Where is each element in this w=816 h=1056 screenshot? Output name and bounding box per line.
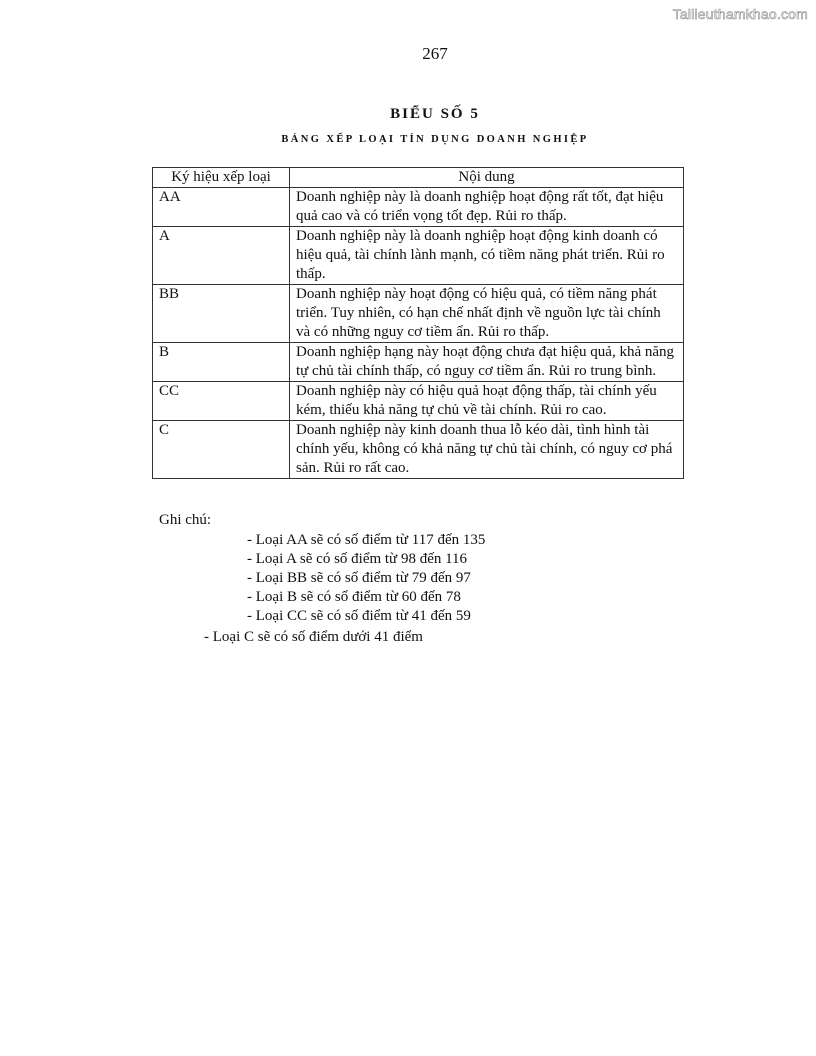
rating-description: Doanh nghiệp này là doanh nghiệp hoạt động kinh doanh có hiệu quả, tài chính lành mạnh, có tiềm năng phát triển. Rủi ro thấp. — [290, 227, 684, 285]
note-item: - Loại AA sẽ có số điểm từ 117 đến 135 — [247, 532, 486, 548]
column-header-content: Nội dung — [290, 168, 684, 188]
document-title: BIỂU SỐ 5 — [390, 106, 480, 122]
table-row — [153, 285, 684, 343]
rating-description: Doanh nghiệp này kinh doanh thua lỗ kéo dài, tình hình tài chính yếu, không có khả năng tự chủ tài chính, có nguy cơ phá sản. Rủi ro rất cao. — [290, 421, 684, 479]
note-item: - Loại BB sẽ có số điểm từ 79 đến 97 — [247, 570, 471, 586]
note-item: - Loại CC sẽ có số điểm từ 41 đến 59 — [247, 608, 471, 624]
note-item: - Loại B sẽ có số điểm từ 60 đến 78 — [247, 589, 461, 605]
watermark: Tailieuthamkhao.com — [672, 6, 808, 22]
rating-description: Doanh nghiệp này có hiệu quả hoạt động thấp, tài chính yếu kém, thiếu khả năng tự chủ về tài chính. Rủi ro cao. — [290, 382, 684, 421]
page-number: 267 — [422, 44, 448, 63]
table-row — [153, 382, 684, 421]
rating-code: AA — [153, 188, 290, 227]
rating-description: Doanh nghiệp này hoạt động có hiệu quả, có tiềm năng phát triển. Tuy nhiên, có hạn chế nhất định về nguồn lực tài chính và có những nguy cơ tiềm ẩn. Rủi ro thấp. — [290, 285, 684, 343]
rating-code: C — [153, 421, 290, 479]
note-item: - Loại A sẽ có số điểm từ 98 đến 116 — [247, 551, 468, 567]
rating-code: CC — [153, 382, 290, 421]
rating-description: Doanh nghiệp này là doanh nghiệp hoạt động rất tốt, đạt hiệu quả cao và có triển vọng tốt đẹp. Rủi ro thấp. — [290, 188, 684, 227]
rating-code: A — [153, 227, 290, 285]
rating-description: Doanh nghiệp hạng này hoạt động chưa đạt hiệu quả, khả năng tự chủ tài chính thấp, có nguy cơ tiềm ẩn. Rủi ro trung bình. — [290, 343, 684, 382]
notes-label: Ghi chú: — [159, 512, 212, 528]
note-item-last: - Loại C sẽ có số điểm dưới 41 điểm — [204, 629, 423, 645]
rating-code: B — [153, 343, 290, 382]
table-row — [153, 421, 684, 479]
table-header-row — [153, 168, 684, 188]
rating-code: BB — [153, 285, 290, 343]
table-row — [153, 188, 684, 227]
table-row — [153, 343, 684, 382]
notes-list — [247, 531, 485, 626]
column-header-code: Ký hiệu xếp loại — [153, 168, 290, 188]
credit-rating-table — [152, 167, 684, 479]
table-row — [153, 227, 684, 285]
document-subtitle: BẢNG XẾP LOẠI TÍN DỤNG DOANH NGHIỆP — [281, 134, 589, 145]
